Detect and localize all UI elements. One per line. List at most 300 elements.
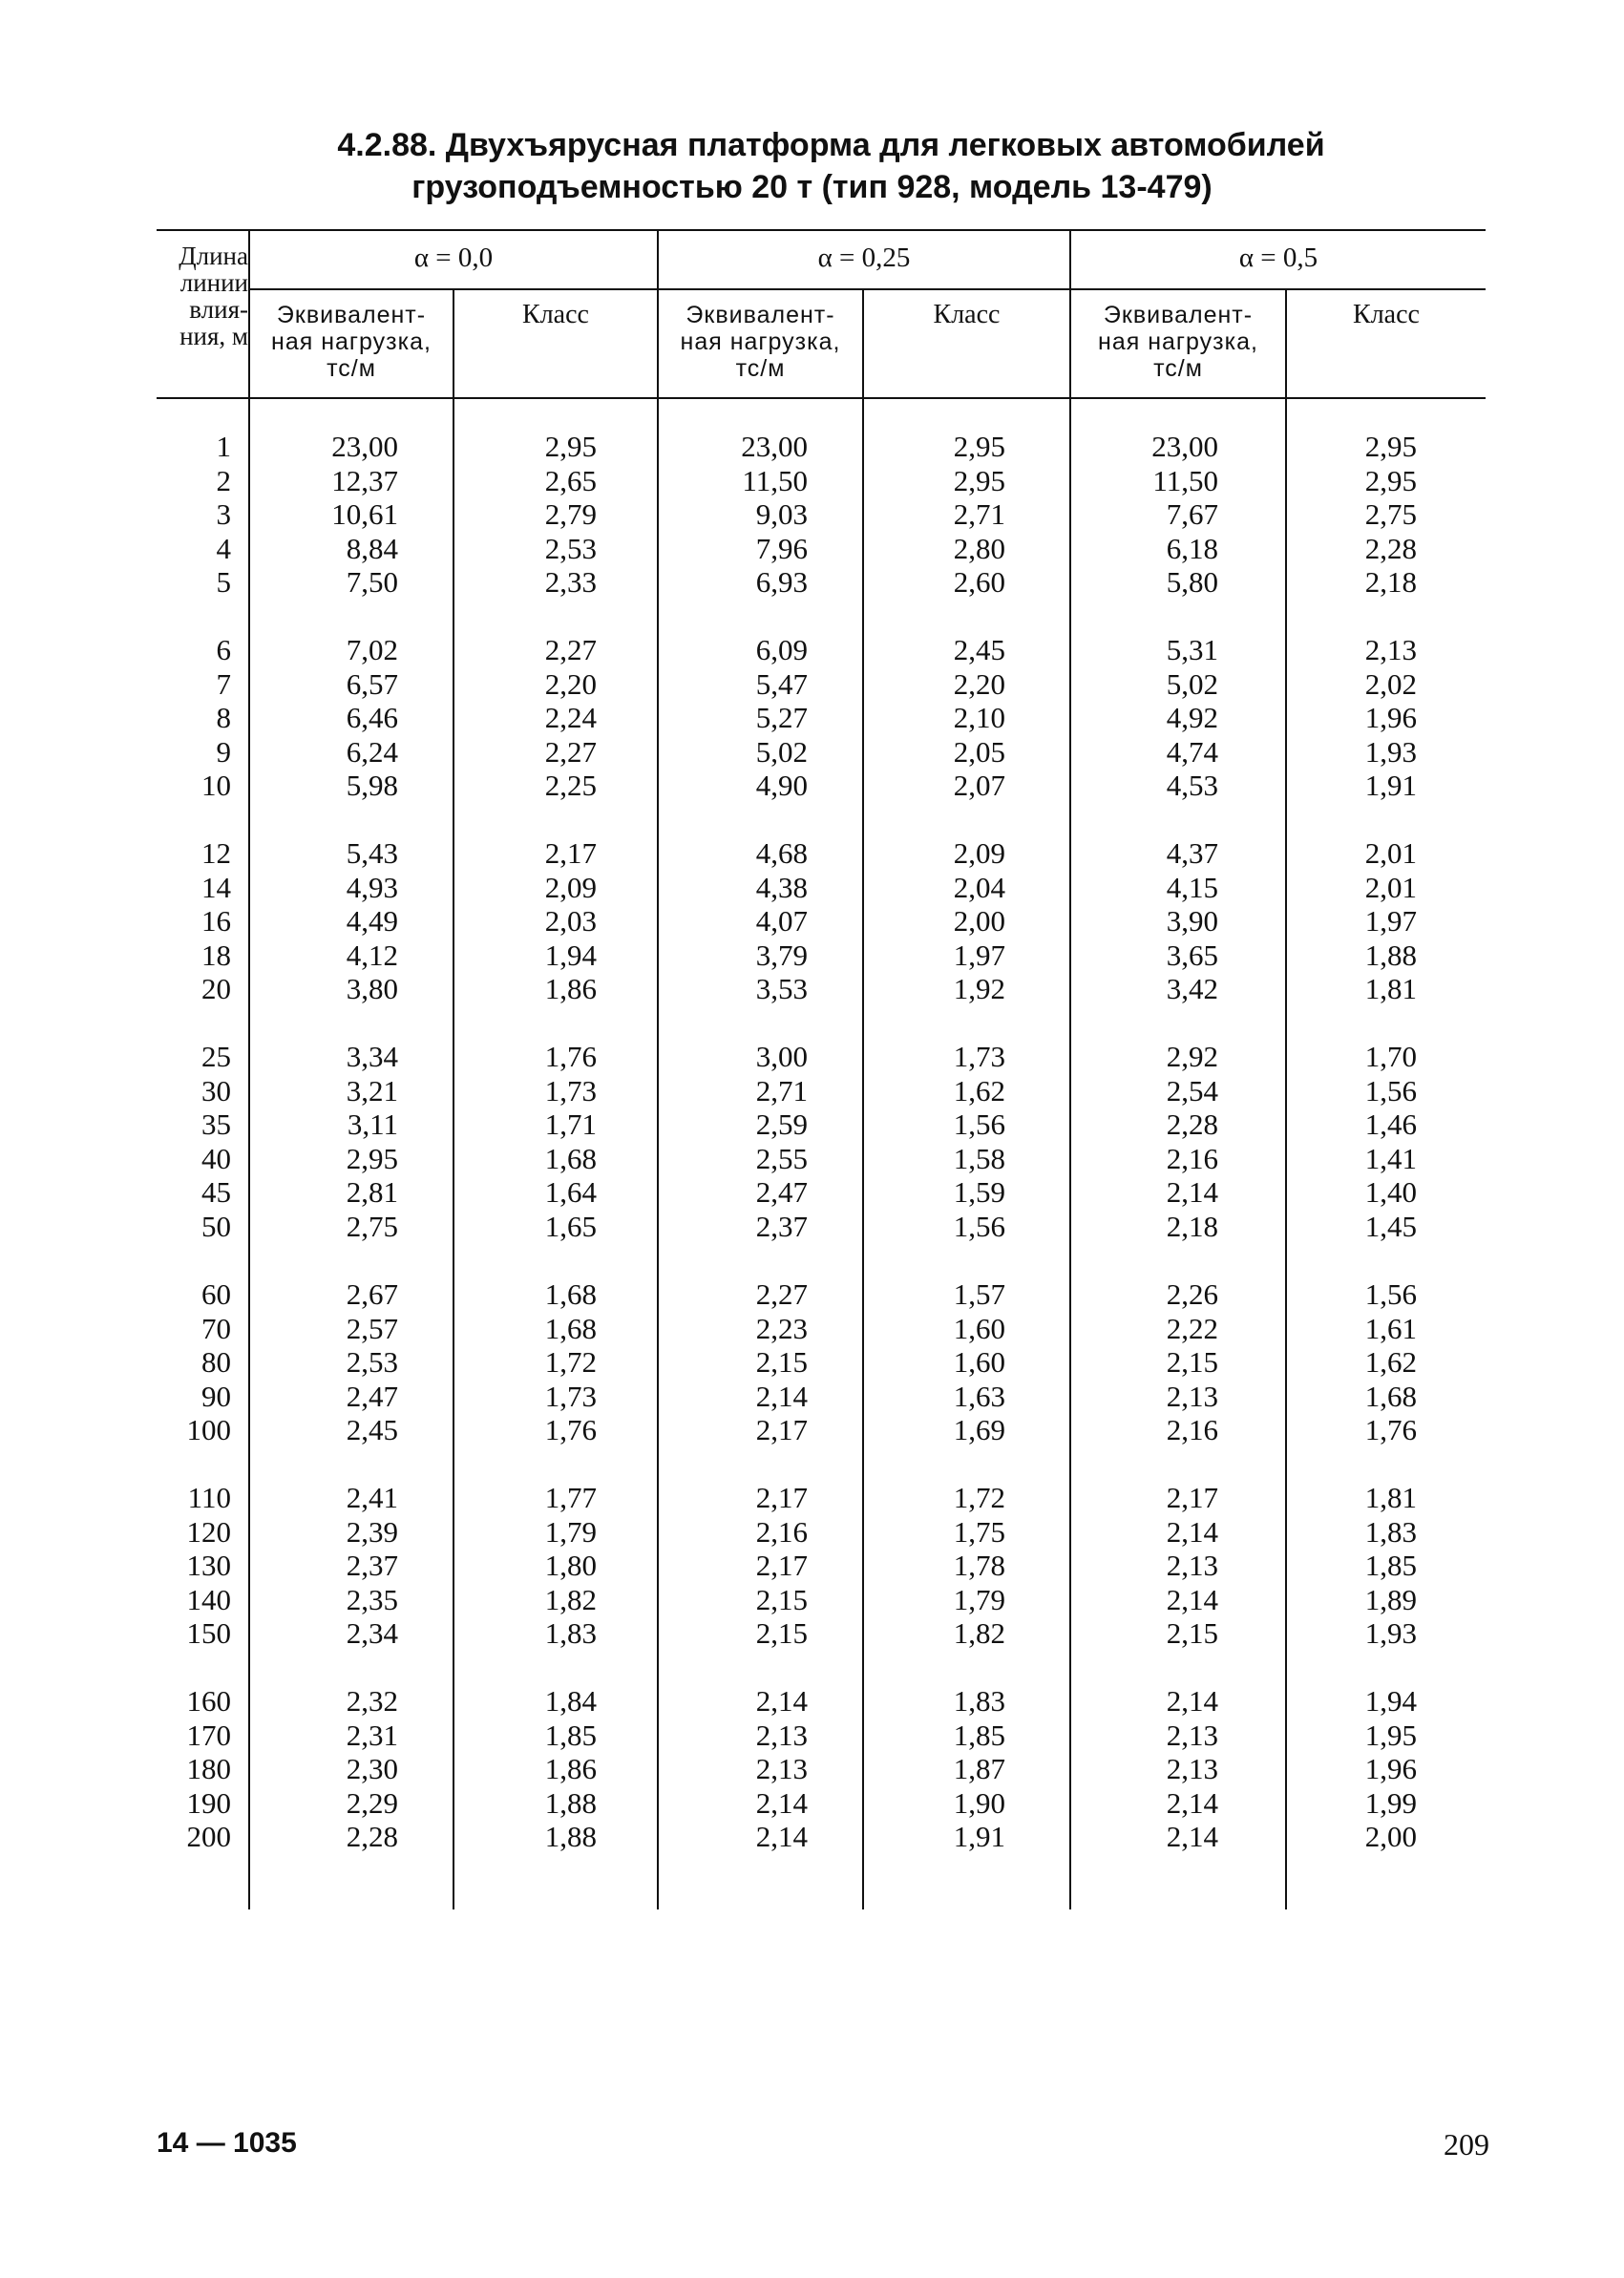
table-cell: 70 [201, 1311, 231, 1345]
table-cell: 1,82 [953, 1616, 1005, 1651]
table-cell: 11,50 [1152, 463, 1218, 497]
table-cell: 1,73 [953, 1040, 1005, 1073]
table-row [157, 464, 1486, 498]
table-row [157, 1074, 1486, 1108]
table-cell: 2,28 [1166, 1107, 1218, 1142]
table-row [157, 1210, 1486, 1244]
table-cell: 1,59 [953, 1175, 1005, 1210]
table-row [157, 769, 1486, 803]
table-cell: 1,61 [1364, 1311, 1417, 1345]
table-cell: 5,27 [755, 701, 808, 735]
table-row [157, 836, 1486, 871]
table-cell: 50 [201, 1209, 231, 1243]
table-row [157, 1583, 1486, 1617]
table-cell: 2,14 [755, 1820, 808, 1854]
table-cell: 1,45 [1364, 1209, 1417, 1243]
table-cell: 1,79 [953, 1582, 1005, 1616]
table-cell: 1,77 [544, 1481, 597, 1514]
table-row [157, 1380, 1486, 1414]
table-cell: 190 [186, 1785, 231, 1820]
table-cell: 2,81 [346, 1175, 398, 1210]
equiv-header-0: Эквивалент- ная нагрузка, тс/м [271, 302, 432, 382]
table-cell: 2,09 [544, 870, 597, 904]
table-cell: 20 [201, 972, 231, 1006]
table-cell: 2,13 [1166, 1752, 1218, 1786]
table-cell: 7,02 [346, 633, 398, 666]
table-cell: 4,49 [346, 904, 398, 939]
table-cell: 2,47 [755, 1175, 808, 1210]
table-cell: 130 [186, 1549, 231, 1583]
class-header-1: Класс [933, 300, 1001, 329]
table-cell: 1,68 [544, 1311, 597, 1345]
table-cell: 140 [186, 1582, 231, 1616]
table-cell: 2,01 [1364, 870, 1417, 904]
table-row [157, 532, 1486, 566]
table-row [157, 1515, 1486, 1550]
table-cell: 1,89 [1364, 1582, 1417, 1616]
table-cell: 1,40 [1364, 1175, 1417, 1210]
table-cell: 3,42 [1166, 972, 1218, 1006]
table-cell: 2,35 [346, 1582, 398, 1616]
table-row [157, 1175, 1486, 1210]
table-cell: 8,84 [346, 531, 398, 565]
table-cell: 2,13 [1364, 633, 1417, 666]
table-cell: 1,81 [1364, 972, 1417, 1006]
table-cell: 3,21 [346, 1073, 398, 1107]
table-title [0, 124, 1624, 208]
table-cell: 2,17 [1166, 1481, 1218, 1514]
alpha-header-0: α = 0,0 [413, 243, 494, 273]
table-cell: 4 [216, 531, 231, 565]
table-cell: 1,94 [544, 938, 597, 972]
table-cell: 2,14 [1166, 1684, 1218, 1718]
table-cell: 1,73 [544, 1073, 597, 1107]
table-cell: 2,15 [755, 1616, 808, 1651]
table-cell: 1,57 [953, 1277, 1005, 1311]
table-row [157, 972, 1486, 1006]
table-cell: 4,92 [1166, 701, 1218, 735]
table-cell: 2,59 [755, 1107, 808, 1142]
table-cell: 1,41 [1364, 1141, 1417, 1175]
table-cell: 2,39 [346, 1514, 398, 1549]
table-row [157, 1820, 1486, 1854]
table-cell: 1,91 [953, 1820, 1005, 1854]
table-cell: 12,37 [331, 463, 398, 497]
table-cell: 2,09 [953, 836, 1005, 870]
table-cell: 2,13 [755, 1752, 808, 1786]
table-cell: 5,43 [346, 836, 398, 870]
table-cell: 2,57 [346, 1311, 398, 1345]
table-cell: 1,81 [1364, 1481, 1417, 1514]
table-cell: 2,18 [1166, 1209, 1218, 1243]
alpha-header-1: α = 0,25 [817, 243, 911, 273]
table-cell: 4,93 [346, 870, 398, 904]
table-cell: 1,64 [544, 1175, 597, 1210]
table-cell: 2,27 [755, 1277, 808, 1311]
table-row [157, 1142, 1486, 1176]
table-cell: 1,60 [953, 1345, 1005, 1380]
table-row [157, 565, 1486, 600]
table-cell: 1,96 [1364, 1752, 1417, 1786]
table-cell: 1 [216, 430, 231, 463]
table-cell: 2,17 [755, 1413, 808, 1447]
table-cell: 110 [187, 1481, 231, 1514]
table-cell: 180 [186, 1752, 231, 1786]
table-cell: 3 [216, 497, 231, 532]
table-cell: 2,03 [544, 904, 597, 939]
table-row [157, 497, 1486, 532]
table-cell: 1,93 [1364, 1616, 1417, 1651]
table-cell: 2,22 [1166, 1311, 1218, 1345]
table-cell: 9,03 [755, 497, 808, 532]
page-number: 209 [1444, 2127, 1489, 2162]
table-cell: 1,82 [544, 1582, 597, 1616]
table-cell: 1,94 [1364, 1684, 1417, 1718]
table-cell: 1,75 [953, 1514, 1005, 1549]
table-cell: 170 [186, 1718, 231, 1752]
table-row [157, 1413, 1486, 1447]
table-cell: 1,92 [953, 972, 1005, 1006]
table-cell: 4,74 [1166, 734, 1218, 769]
table-cell: 1,83 [953, 1684, 1005, 1718]
table-row [157, 1549, 1486, 1583]
table-cell: 5 [216, 565, 231, 600]
table-cell: 2,15 [1166, 1345, 1218, 1380]
table-cell: 7,50 [346, 565, 398, 600]
title-line-2: грузоподъемностью 20 т (тип 928, модель 13-479) [411, 169, 1213, 205]
table-cell: 5,98 [346, 769, 398, 803]
table-cell: 1,97 [953, 938, 1005, 972]
table-cell: 2,55 [755, 1141, 808, 1175]
table-cell: 6,46 [346, 701, 398, 735]
table-cell: 2,02 [1364, 666, 1417, 701]
row-group [157, 1481, 1486, 1651]
table-cell: 100 [186, 1413, 231, 1447]
table-cell: 10,61 [331, 497, 398, 532]
table-cell: 30 [201, 1073, 231, 1107]
table-row [157, 904, 1486, 939]
table-cell: 3,53 [755, 972, 808, 1006]
table-cell: 2,01 [1364, 836, 1417, 870]
table-cell: 2,37 [346, 1549, 398, 1583]
table-cell: 1,91 [1364, 769, 1417, 803]
table-cell: 4,37 [1166, 836, 1218, 870]
table-cell: 3,00 [755, 1040, 808, 1073]
table-cell: 1,65 [544, 1209, 597, 1243]
table-cell: 2,53 [346, 1345, 398, 1380]
table-cell: 60 [201, 1277, 231, 1311]
table-cell: 1,97 [1364, 904, 1417, 939]
title-line-1: 4.2.88. Двухъярусная платформа для легковых автомобилей [337, 127, 1325, 163]
table-cell: 45 [201, 1175, 231, 1210]
table-cell: 4,15 [1166, 870, 1218, 904]
table-cell: 2,60 [953, 565, 1005, 600]
table-cell: 2,53 [544, 531, 597, 565]
table-top-rule [157, 229, 1486, 231]
table-row [157, 1752, 1486, 1786]
table-cell: 1,68 [544, 1277, 597, 1311]
table-row [157, 1277, 1486, 1312]
table-cell: 2,32 [346, 1684, 398, 1718]
table-cell: 4,53 [1166, 769, 1218, 803]
table-cell: 6,24 [346, 734, 398, 769]
table-cell: 4,38 [755, 870, 808, 904]
table-cell: 1,85 [544, 1718, 597, 1752]
table-cell: 2,28 [1364, 531, 1417, 565]
table-cell: 2,75 [1364, 497, 1417, 532]
table-cell: 2,23 [755, 1311, 808, 1345]
table-cell: 2,17 [755, 1549, 808, 1583]
table-cell: 4,12 [346, 938, 398, 972]
table-cell: 2,79 [544, 497, 597, 532]
table-cell: 7,67 [1166, 497, 1218, 532]
table-cell: 1,88 [544, 1785, 597, 1820]
table-cell: 2,14 [755, 1785, 808, 1820]
table-cell: 2,00 [1364, 1820, 1417, 1854]
table-cell: 40 [201, 1141, 231, 1175]
table-cell: 8 [216, 701, 231, 735]
table-row [157, 1719, 1486, 1753]
table-cell: 2,14 [1166, 1514, 1218, 1549]
table-row [157, 633, 1486, 667]
alpha-header-2: α = 0,5 [1238, 243, 1318, 273]
table-cell: 150 [186, 1616, 231, 1651]
table-cell: 2,16 [1166, 1141, 1218, 1175]
table-cell: 1,76 [544, 1413, 597, 1447]
table-cell: 1,69 [953, 1413, 1005, 1447]
table-row [157, 430, 1486, 464]
table-cell: 2,95 [346, 1141, 398, 1175]
table-row [157, 1107, 1486, 1142]
table-cell: 1,99 [1364, 1785, 1417, 1820]
table-row [157, 701, 1486, 735]
table-cell: 2,14 [1166, 1820, 1218, 1854]
table-cell: 2,92 [1166, 1040, 1218, 1073]
row-group [157, 1277, 1486, 1447]
table-cell: 2,00 [953, 904, 1005, 939]
table-cell: 2,04 [953, 870, 1005, 904]
table-cell: 160 [186, 1684, 231, 1718]
table-cell: 3,79 [755, 938, 808, 972]
table-cell: 2,13 [1166, 1549, 1218, 1583]
table-cell: 2,20 [953, 666, 1005, 701]
row-group [157, 836, 1486, 1006]
table-cell: 1,73 [544, 1379, 597, 1413]
table-cell: 2,71 [755, 1073, 808, 1107]
table-cell: 6 [216, 633, 231, 666]
table-cell: 2,24 [544, 701, 597, 735]
table-cell: 1,88 [544, 1820, 597, 1854]
table-cell: 3,11 [347, 1107, 398, 1142]
table-cell: 2,05 [953, 734, 1005, 769]
row-group [157, 430, 1486, 600]
table-cell: 2,17 [544, 836, 597, 870]
table-cell: 35 [201, 1107, 231, 1142]
table-cell: 2,15 [755, 1582, 808, 1616]
table-cell: 2,14 [1166, 1582, 1218, 1616]
table-cell: 3,34 [346, 1040, 398, 1073]
table-cell: 2,14 [1166, 1785, 1218, 1820]
table-cell: 1,87 [953, 1752, 1005, 1786]
table-cell: 2,95 [953, 430, 1005, 463]
table-row [157, 735, 1486, 770]
table-cell: 1,63 [953, 1379, 1005, 1413]
table-cell: 1,78 [953, 1549, 1005, 1583]
row-group [157, 1684, 1486, 1854]
table-cell: 120 [186, 1514, 231, 1549]
table-cell: 6,57 [346, 666, 398, 701]
table-row [157, 939, 1486, 973]
table-cell: 2,34 [346, 1616, 398, 1651]
alpha-header-rule [248, 288, 1486, 290]
table-cell: 2,28 [346, 1820, 398, 1854]
table-row [157, 1345, 1486, 1380]
table-cell: 2,30 [346, 1752, 398, 1786]
table-cell: 80 [201, 1345, 231, 1380]
table-cell: 6,93 [755, 565, 808, 600]
table-cell: 1,85 [953, 1718, 1005, 1752]
table-row [157, 1616, 1486, 1651]
table-cell: 2,33 [544, 565, 597, 600]
length-header: Длина линии влия- ния, м [179, 242, 248, 350]
class-header-2: Класс [1353, 300, 1420, 329]
table-cell: 2,20 [544, 666, 597, 701]
table-cell: 1,90 [953, 1785, 1005, 1820]
table-cell: 2,13 [755, 1718, 808, 1752]
table-cell: 2 [216, 463, 231, 497]
table-cell: 2,80 [953, 531, 1005, 565]
table-cell: 2,65 [544, 463, 597, 497]
table-cell: 1,58 [953, 1141, 1005, 1175]
load-table [157, 229, 1486, 1909]
table-cell: 11,50 [742, 463, 808, 497]
table-cell: 12 [201, 836, 231, 870]
table-cell: 1,56 [953, 1209, 1005, 1243]
table-cell: 1,85 [1364, 1549, 1417, 1583]
table-cell: 2,41 [346, 1481, 398, 1514]
table-cell: 2,18 [1364, 565, 1417, 600]
table-cell: 4,68 [755, 836, 808, 870]
table-cell: 2,95 [544, 430, 597, 463]
table-cell: 1,46 [1364, 1107, 1417, 1142]
table-cell: 23,00 [741, 430, 808, 463]
table-cell: 1,70 [1364, 1040, 1417, 1073]
table-cell: 200 [186, 1820, 231, 1854]
table-cell: 1,72 [953, 1481, 1005, 1514]
print-signature: 14 — 1035 [157, 2127, 297, 2159]
table-cell: 3,65 [1166, 938, 1218, 972]
table-cell: 1,56 [1364, 1073, 1417, 1107]
table-cell: 2,95 [1364, 463, 1417, 497]
table-cell: 2,71 [953, 497, 1005, 532]
table-row [157, 667, 1486, 702]
table-cell: 18 [201, 938, 231, 972]
table-cell: 6,18 [1166, 531, 1218, 565]
table-cell: 14 [201, 870, 231, 904]
table-cell: 2,95 [1364, 430, 1417, 463]
table-row [157, 871, 1486, 905]
class-header-0: Класс [522, 300, 589, 329]
table-cell: 4,90 [755, 769, 808, 803]
table-row [157, 1786, 1486, 1821]
table-cell: 1,95 [1364, 1718, 1417, 1752]
table-cell: 10 [201, 769, 231, 803]
equiv-header-2: Эквивалент- ная нагрузка, тс/м [1098, 302, 1258, 382]
table-cell: 2,16 [1166, 1413, 1218, 1447]
table-cell: 1,68 [1364, 1379, 1417, 1413]
table-cell: 2,15 [1166, 1616, 1218, 1651]
table-cell: 1,96 [1364, 701, 1417, 735]
table-cell: 2,31 [346, 1718, 398, 1752]
table-cell: 90 [201, 1379, 231, 1413]
table-cell: 7 [216, 666, 231, 701]
table-cell: 2,14 [755, 1379, 808, 1413]
table-cell: 4,07 [755, 904, 808, 939]
table-cell: 1,84 [544, 1684, 597, 1718]
table-cell: 1,76 [544, 1040, 597, 1073]
table-cell: 23,00 [1151, 430, 1218, 463]
table-cell: 7,96 [755, 531, 808, 565]
table-cell: 23,00 [331, 430, 398, 463]
table-cell: 2,45 [346, 1413, 398, 1447]
table-row [157, 1040, 1486, 1074]
table-cell: 1,86 [544, 972, 597, 1006]
table-cell: 3,80 [346, 972, 398, 1006]
table-cell: 5,80 [1166, 565, 1218, 600]
table-cell: 5,02 [755, 734, 808, 769]
table-cell: 1,62 [1364, 1345, 1417, 1380]
table-cell: 6,09 [755, 633, 808, 666]
table-cell: 1,83 [1364, 1514, 1417, 1549]
table-cell: 2,75 [346, 1209, 398, 1243]
table-cell: 1,68 [544, 1141, 597, 1175]
table-row [157, 1312, 1486, 1346]
table-cell: 2,27 [544, 734, 597, 769]
table-cell: 2,17 [755, 1481, 808, 1514]
table-row [157, 1481, 1486, 1515]
table-cell: 1,72 [544, 1345, 597, 1380]
table-cell: 5,31 [1166, 633, 1218, 666]
table-cell: 5,02 [1166, 666, 1218, 701]
table-cell: 1,83 [544, 1616, 597, 1651]
table-cell: 3,90 [1166, 904, 1218, 939]
table-cell: 9 [216, 734, 231, 769]
table-cell: 2,13 [1166, 1718, 1218, 1752]
row-group [157, 1040, 1486, 1244]
table-row [157, 1684, 1486, 1719]
table-cell: 1,93 [1364, 734, 1417, 769]
table-cell: 1,71 [544, 1107, 597, 1142]
table-cell: 2,26 [1166, 1277, 1218, 1311]
table-cell: 2,10 [953, 701, 1005, 735]
table-cell: 2,54 [1166, 1073, 1218, 1107]
table-cell: 16 [201, 904, 231, 939]
table-cell: 2,15 [755, 1345, 808, 1380]
table-cell: 2,95 [953, 463, 1005, 497]
table-cell: 2,47 [346, 1379, 398, 1413]
table-cell: 1,56 [953, 1107, 1005, 1142]
table-cell: 2,16 [755, 1514, 808, 1549]
table-cell: 2,14 [1166, 1175, 1218, 1210]
table-cell: 2,37 [755, 1209, 808, 1243]
table-cell: 1,62 [953, 1073, 1005, 1107]
table-cell: 2,45 [953, 633, 1005, 666]
table-cell: 25 [201, 1040, 231, 1073]
row-group [157, 633, 1486, 803]
table-cell: 1,80 [544, 1549, 597, 1583]
table-cell: 1,60 [953, 1311, 1005, 1345]
equiv-header-1: Эквивалент- ная нагрузка, тс/м [680, 302, 841, 382]
